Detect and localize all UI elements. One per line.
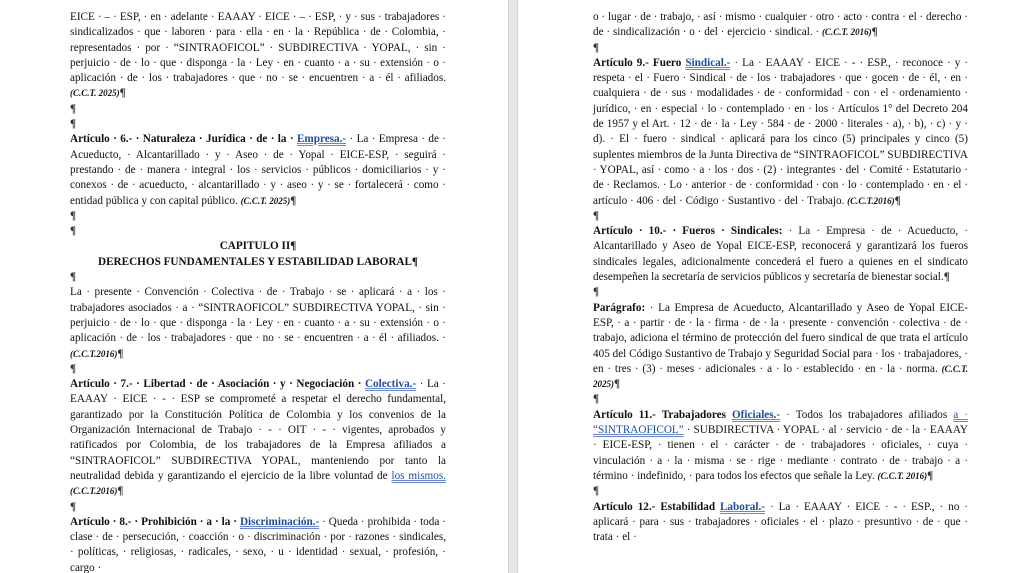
empty-paragraph-mark: ¶ [70,500,77,513]
article-11: Artículo 11.- Trabajadores Oficiales.- · Todos los trabajadores afiliados a · “SINTRAOFICOL” · SUBDIRECTIVA · YOPAL · al · servicio · de · la · EAAAY · EICE-ESP, · tienen · el · carácter · de · trabajadores · oficiales, · cuya · vinculación · a · la · misma · se · rige · mediante · contrato · de · trabajo · a · término · indefinido, · para todos los efectos que señale la Ley. (C.C.T. 2016)¶ [593,408,969,482]
article-6: Artículo · 6.- · Naturaleza · Jurídica · de · la · Empresa.- · La · Empresa · de · Acueducto, · Alcantarillado · y · Aseo · de · Yopal · EICE-ESP, · seguirá · prestando · de · manera · integral · los · servicios · públicos · domiciliarios · y · conexos · de · acueducto, · alcantarillado · y · aseo · y · se · fortalecerá · como · entidad pública y con capital público. (C.C.T. 2025)¶ [70,133,446,207]
empty-paragraph-mark: ¶ [70,225,77,238]
empty-paragraph-mark: ¶ [593,393,600,406]
paragraph-continuation: o · lugar · de · trabajo, · así · mismo · cualquier · otro · acto · contra · el · derecho · de · sindicalización · o · del · ejercicio · sindical. · (C.C.T. 2016)¶ [593,11,968,39]
chapter-title: DERECHOS FUNDAMENTALES Y ESTABILIDAD LABORAL¶ [98,255,418,268]
empty-paragraph-mark: ¶ [593,41,600,54]
hyperlink-empresa[interactable]: Empresa.- [296,133,347,146]
page-gap [508,0,518,573]
empty-paragraph-mark: ¶ [593,209,600,222]
hyperlink-los-mismos[interactable]: los mismos. [391,469,447,482]
paragraph-intro: EICE · – · ESP, · en · adelante · EAAAY · EICE · – · ESP, · y · sus · trabajadores · sindicalizados · que · laboren · para · ella · en · la · República · de · Colombia, · representados · por · “SINTRAOFICOL” · SUBDIRECTIVA · YOPAL, · sin · perjuicio · de · lo · que · disponga · la · Ley · en · cuanto · a · su · extensión · o · aplicación · de · los · trabajadores · que · no · se · encuentren · a · él · afiliados. (C.C.T. 2025)¶ [70,11,446,100]
cct-note: (C.C.T. 2025) [70,88,120,99]
article-8: Artículo · 8.- · Prohibición · a · la · Discriminación.- · Queda · prohibida · toda · clase · de · persecución, · coacción · o · discriminación · por · razones · sindicales, · políticas, · religiosas, · radicales, · sexo, · u · identidad · sexual, · profesión, · cargo · [70,515,446,573]
hyperlink-colectiva[interactable]: Colectiva.- [364,378,417,391]
article-7: Artículo · 7.- · Libertad · de · Asociación · y · Negociación · Colectiva.- · La · EAAAY · EICE · - · ESP se comprometé a respetar el derecho fundamental, garantizado por la Constitución Política de Colombia y los convenios de la Organización Internacional de Trabajo · - · OIT · - · vigentes, aprobados y ratificados por Colombia, de los trabajadores de la Empresa afiliados a “SINTRAOFICOL” SUBDIRECTIVA YOPAL, manteniendo por tanto la neutralidad debida y garantizando el ejercicio de la libre voluntad de los mismos. (C.C.T.2016)¶ [70,378,447,498]
paragraph-paragrafo: Parágrafo: · La Empresa de Acueducto, Alcantarillado y Aseo de Yopal EICE-ESP, · a · partir · de · la · firma · de · la · presente · convención · colectiva · de · trabajo, adiciona el término de protección del fuero sindical de que trata el artículo 405 del Código Sustantivo de Trabajo y Seguridad Social para · los · trabajadores, · en · tres · (3) · meses · adicionales · a · lo · establecido · en · la · norma. (C.C.T. 2025)¶ [593,301,968,391]
document-page-right [518,0,1024,573]
empty-paragraph-mark: ¶ [70,209,77,222]
empty-paragraph-mark: ¶ [70,362,77,375]
paragraph-convention: La · presente · Convención · Colectiva · de · Trabajo · se · aplicará · a · los · trabajadores asociados · a · “SINTRAOFICOL” SUBDIRECTIVA YOPAL, · sin · perjuicio · de · lo · que · disponga · la · Ley · en · cuanto · a · su · extensión · o · aplicación · de · los · trabajadores · que · no · se · encuentren · a · él · afiliados. · (C.C.T.2016)¶ [70,286,446,360]
document-page-left [0,0,508,573]
page-text-column [593,10,968,545]
empty-paragraph-mark: ¶ [70,118,77,131]
empty-paragraph-mark: ¶ [70,271,77,284]
empty-paragraph-mark: ¶ [593,485,600,498]
article-9: Artículo 9.- Fuero Sindical.- · La · EAAAY · EICE · - · ESP., · reconoce · y · respeta · el · Fuero · Sindical · de · los · trabajadores · que · gocen · de · él, · en · cualquiera · de · sus · modalidades · de · conformidad · con · el · ordenamiento · jurídico, · en · especial · lo · contemplado · en · los · Artículos 1° del Decreto 204 de 1957 y el Art. · 12 · de · la · Ley · 584 · de · 2000 · literales · a), · b), · c) · y · d). · El · fuero · sindical · aplicará para los cinco (5) principales y cinco (5) suplentes miembros de la Junta Directiva de “SINTRAOFICOL” SUBDIRECTIVA · YOPAL, así · como · a · los · dos · (2) · integrantes · del · Comité · Estatutario · de · Reclamos. · Lo · anterior · de · conformidad · con · lo · contemplado · en · el · artículo · 406 · del · Código · Sustantivo · del · Trabajo. (C.C.T.2016)¶ [593,56,969,207]
hyperlink-oficiales[interactable]: Oficiales.- [731,408,781,421]
article-10: Artículo · 10.- · Fueros · Sindicales: · La · Empresa · de · Acueducto, · Alcantarillado y Aseo de Yopal EICE-ESP, reconocerá y garantizará los fueros sindicales legales, adicionalmente concederá el fuero a quienes en el sindicato desempeñen la secretaría de servicios públicos y secretaría de bienestar social.¶ [593,225,969,284]
hyperlink-sindical[interactable]: Sindical.- [685,56,731,69]
article-12: Artículo 12.- Estabilidad Laboral.- · La · EAAAY · EICE · - · ESP., · no · aplicará · para · sus · trabajadores · oficiales · el · plazo · presuntivo · de · que · trata · el · [593,500,968,544]
hyperlink-discriminacion[interactable]: Discriminación.- [239,515,320,528]
empty-paragraph-mark: ¶ [593,286,600,299]
page-text-column [70,10,446,573]
hyperlink-laboral[interactable]: Laboral.- [719,500,766,513]
hyperlink-sintraoficol[interactable]: a · “SINTRAOFICOL” [593,408,969,437]
chapter-number: CAPITULO II¶ [219,240,297,253]
empty-paragraph-mark: ¶ [70,102,77,115]
